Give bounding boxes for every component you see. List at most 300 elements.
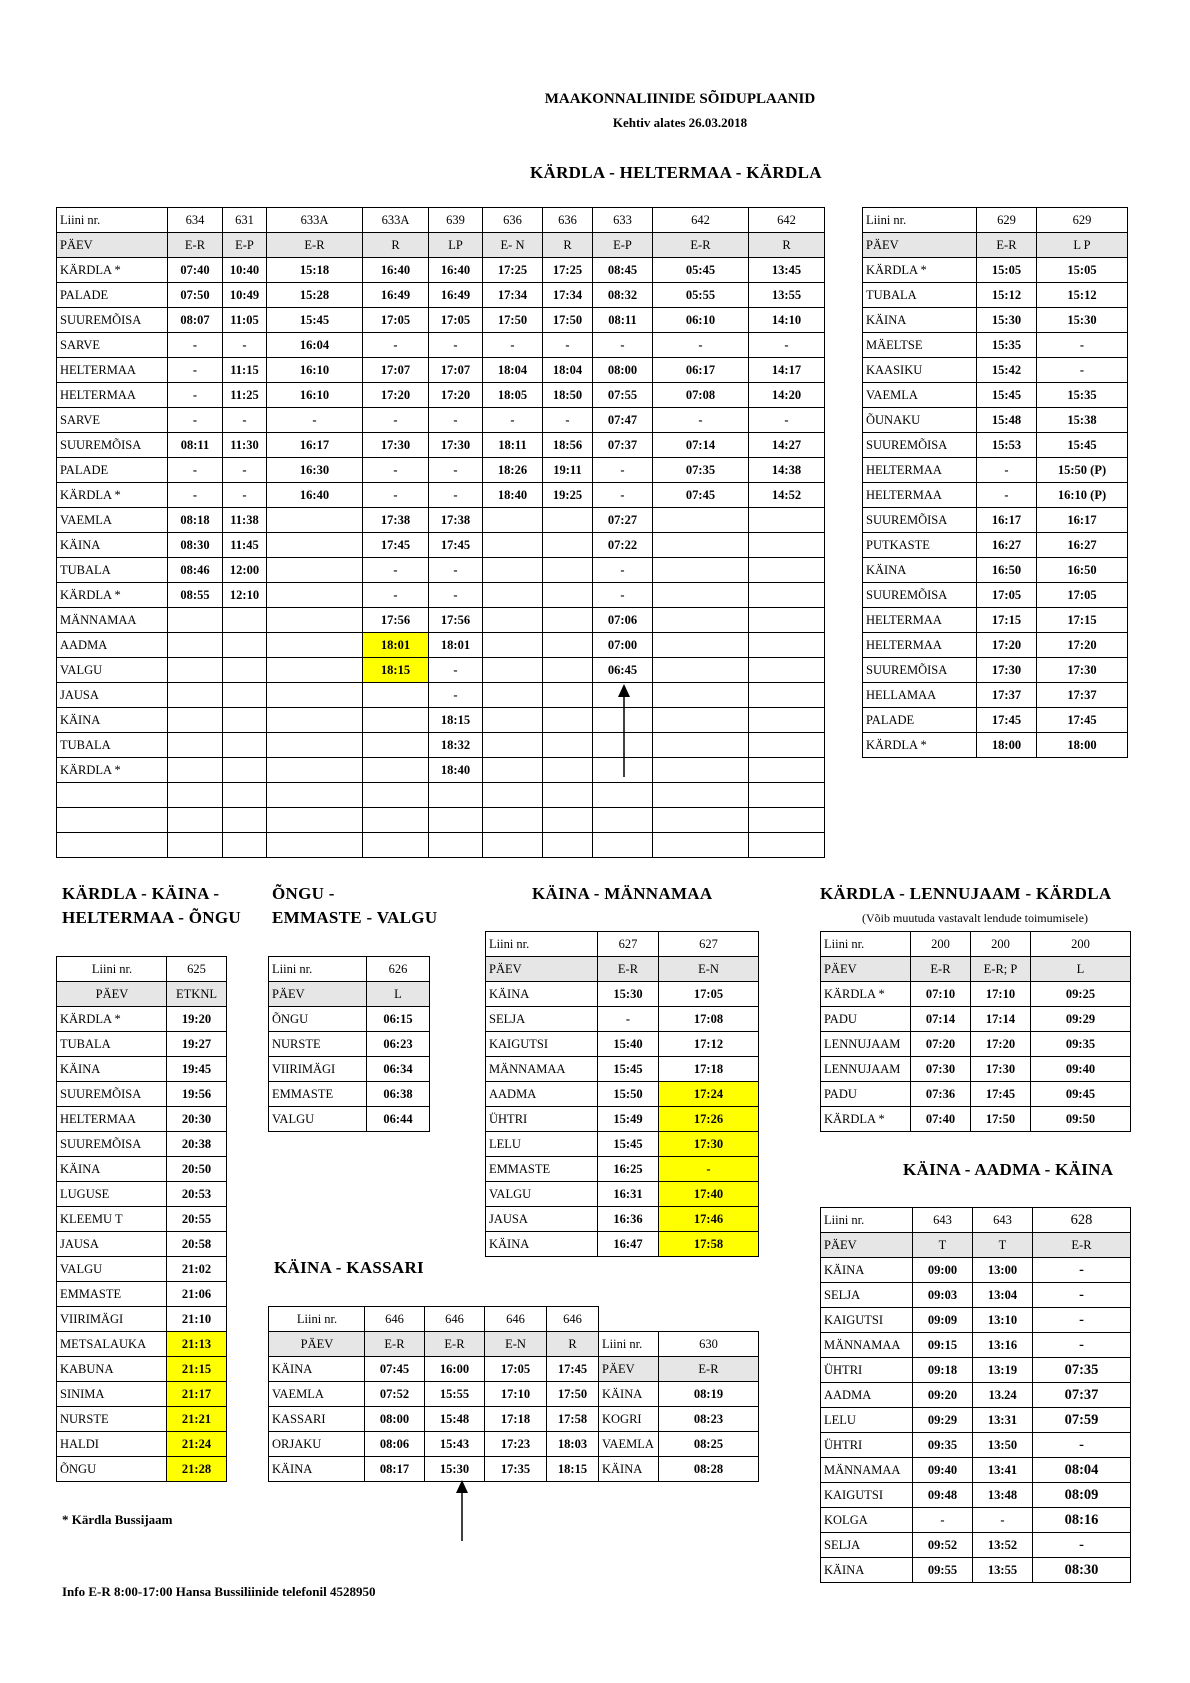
time-cell: 13:31 (973, 1408, 1033, 1433)
time-cell: 17:25 (483, 258, 543, 283)
time-cell: 18:01 (363, 633, 429, 658)
stop-name-cell: KÄRDLA * (821, 1107, 911, 1132)
table-row (57, 982, 227, 1007)
time-cell: 17:45 (547, 1357, 599, 1382)
time-cell: E-P (593, 233, 653, 258)
time-cell: - (653, 333, 749, 358)
stop-name-cell: PÄEV (269, 982, 367, 1007)
stop-name-cell: MÄNNAMAA (821, 1458, 913, 1483)
stop-name-cell: EMMASTE (486, 1157, 598, 1182)
stop-name-cell: HELTERMAA (863, 483, 977, 508)
table-row (486, 1107, 759, 1132)
time-cell: 646 (365, 1307, 425, 1332)
time-cell: - (429, 558, 483, 583)
time-cell (653, 533, 749, 558)
time-cell: 16:10 (267, 383, 363, 408)
time-cell: 17:20 (1037, 633, 1128, 658)
time-cell: 08:25 (659, 1432, 759, 1457)
time-cell: 08:55 (168, 583, 223, 608)
stop-name-cell: MÄELTSE (863, 333, 977, 358)
time-cell: 17:30 (429, 433, 483, 458)
time-cell: 16:50 (977, 558, 1037, 583)
time-cell: 633A (267, 208, 363, 233)
time-cell (543, 533, 593, 558)
time-cell: 07:27 (593, 508, 653, 533)
table-row (863, 458, 1128, 483)
stop-name-cell: VAEMLA (599, 1432, 659, 1457)
time-cell: - (973, 1508, 1033, 1533)
time-cell: E-P (223, 233, 267, 258)
time-cell: 15:45 (598, 1132, 659, 1157)
time-cell: 17:07 (429, 358, 483, 383)
time-cell (653, 733, 749, 758)
table-row (863, 708, 1128, 733)
time-cell: 633A (363, 208, 429, 233)
time-cell (749, 833, 825, 858)
time-cell (653, 758, 749, 783)
table-row (486, 982, 759, 1007)
time-cell: 17:50 (543, 308, 593, 333)
time-cell: R (363, 233, 429, 258)
time-cell: 16:30 (267, 458, 363, 483)
time-cell (543, 808, 593, 833)
stop-name-cell: VAEMLA (269, 1382, 365, 1407)
time-cell: 16:04 (267, 333, 363, 358)
stop-name-cell: TUBALA (57, 733, 168, 758)
time-cell: 15:43 (425, 1432, 485, 1457)
time-cell: 16:40 (429, 258, 483, 283)
stop-name-cell: PÄEV (269, 1332, 365, 1357)
table-row (821, 1433, 1131, 1458)
time-cell (223, 708, 267, 733)
time-cell: 16:10 (267, 358, 363, 383)
time-cell: 07:36 (911, 1082, 971, 1107)
time-cell: 15:38 (1037, 408, 1128, 433)
table-row (57, 1232, 227, 1257)
table-row (599, 1382, 759, 1407)
time-cell: 18:04 (543, 358, 593, 383)
stop-name-cell: HELTERMAA (57, 358, 168, 383)
time-cell: 17:05 (977, 583, 1037, 608)
time-cell: 20:53 (167, 1182, 227, 1207)
time-cell: 642 (749, 208, 825, 233)
time-cell: 06:17 (653, 358, 749, 383)
stop-name-cell: KÄRDLA * (57, 483, 168, 508)
stop-name-cell: Liini nr. (821, 932, 911, 957)
time-cell: 17:45 (429, 533, 483, 558)
time-cell: 17:18 (485, 1407, 547, 1432)
time-cell: 16:40 (267, 483, 363, 508)
time-cell: 08:32 (593, 283, 653, 308)
time-cell: 18:15 (429, 708, 483, 733)
time-cell: 07:20 (911, 1032, 971, 1057)
time-cell: 07:35 (653, 458, 749, 483)
time-cell: 17:05 (485, 1357, 547, 1382)
time-cell: 14:52 (749, 483, 825, 508)
time-cell: 15:45 (1037, 433, 1128, 458)
stop-name-cell: Liini nr. (821, 1208, 913, 1233)
time-cell: 630 (659, 1332, 759, 1357)
stop-name-cell: SARVE (57, 408, 168, 433)
time-cell: 09:48 (913, 1483, 973, 1508)
table-row (863, 558, 1128, 583)
time-cell (168, 783, 223, 808)
stop-name-cell: PALADE (57, 458, 168, 483)
footnote-info: Info E-R 8:00-17:00 Hansa Bussiliinide telefonil 4528950 (62, 1584, 376, 1599)
time-cell: E-R (653, 233, 749, 258)
time-cell: 19:25 (543, 483, 593, 508)
time-cell: 09:50 (1031, 1107, 1131, 1132)
time-cell: E- N (483, 233, 543, 258)
time-cell: 15:05 (1037, 258, 1128, 283)
time-cell: 05:45 (653, 258, 749, 283)
time-cell: 626 (367, 957, 430, 982)
time-cell: 16:50 (1037, 558, 1128, 583)
time-cell (223, 808, 267, 833)
time-cell (483, 533, 543, 558)
stop-name-cell: KÄRDLA * (863, 733, 977, 758)
table-row (269, 1457, 599, 1482)
table-row (821, 932, 1131, 957)
stop-name-cell: PÄEV (57, 233, 168, 258)
time-cell: 628 (1033, 1208, 1131, 1233)
table-row (57, 1007, 227, 1032)
table-row (821, 1057, 1131, 1082)
table-row (57, 608, 825, 633)
time-cell (653, 608, 749, 633)
time-cell: 17:05 (1037, 583, 1128, 608)
table-row (599, 1357, 759, 1382)
time-cell: 16:10 (P) (1037, 483, 1128, 508)
stop-name-cell: Liini nr. (486, 932, 598, 957)
section-ongu-subtitle: EMMASTE - VALGU (272, 908, 438, 927)
table-row (863, 583, 1128, 608)
time-cell: 13:55 (749, 283, 825, 308)
time-cell: 09:20 (913, 1383, 973, 1408)
time-cell: 15:05 (977, 258, 1037, 283)
time-cell: - (598, 1007, 659, 1032)
table-row (57, 633, 825, 658)
time-cell: 17:23 (485, 1432, 547, 1457)
time-cell (483, 733, 543, 758)
time-cell (483, 758, 543, 783)
table-row (57, 333, 825, 358)
time-cell: 07:47 (593, 408, 653, 433)
time-cell: 16:31 (598, 1182, 659, 1207)
stop-name-cell: SUUREMÕISA (863, 433, 977, 458)
time-cell: 646 (485, 1307, 547, 1332)
time-cell (653, 683, 749, 708)
time-cell: 17:38 (363, 508, 429, 533)
stop-name-cell: PADU (821, 1082, 911, 1107)
table-row (57, 1457, 227, 1482)
stop-name-cell: VALGU (486, 1182, 598, 1207)
time-cell: - (659, 1157, 759, 1182)
section-lennujaam-title: KÄRDLA - LENNUJAAM - KÄRDLA (820, 884, 1112, 903)
stop-name-cell: KÄINA (599, 1457, 659, 1482)
time-cell (483, 608, 543, 633)
table-row (821, 1082, 1131, 1107)
time-cell: - (1037, 358, 1128, 383)
time-cell (749, 508, 825, 533)
time-cell: 07:45 (653, 483, 749, 508)
stop-name-cell: AADMA (486, 1082, 598, 1107)
time-cell: 16:27 (977, 533, 1037, 558)
time-cell: 09:00 (913, 1258, 973, 1283)
stop-name-cell: JAUSA (486, 1207, 598, 1232)
time-cell (267, 808, 363, 833)
time-cell: - (483, 333, 543, 358)
time-cell: E-R (267, 233, 363, 258)
time-cell (653, 808, 749, 833)
time-cell: 21:15 (167, 1357, 227, 1382)
stop-name-cell: AADMA (57, 633, 168, 658)
time-cell: - (653, 408, 749, 433)
stop-name-cell: KABUNA (57, 1357, 167, 1382)
time-cell: 17:05 (429, 308, 483, 333)
time-cell: 17:20 (429, 383, 483, 408)
table-row (57, 1282, 227, 1307)
stop-name-cell: ÕNGU (57, 1457, 167, 1482)
stop-name-cell: KÄINA (863, 308, 977, 333)
time-cell (543, 608, 593, 633)
table-row (821, 1458, 1131, 1483)
time-cell: - (223, 333, 267, 358)
stop-name-cell: SELJA (486, 1007, 598, 1032)
time-cell: E-N (485, 1332, 547, 1357)
time-cell: 15:48 (425, 1407, 485, 1432)
time-cell: 07:08 (653, 383, 749, 408)
section-kardla-kaina-title: KÄRDLA - KÄINA - (62, 884, 220, 903)
time-cell (483, 658, 543, 683)
time-cell: - (168, 358, 223, 383)
time-cell: 17:34 (483, 283, 543, 308)
time-cell (593, 833, 653, 858)
table-row (863, 233, 1128, 258)
stop-name-cell: SUUREMÕISA (57, 1082, 167, 1107)
time-cell: - (363, 583, 429, 608)
time-cell: 15:45 (977, 383, 1037, 408)
time-cell (543, 658, 593, 683)
stop-name-cell: SELJA (821, 1533, 913, 1558)
stop-name-cell: Liini nr. (269, 1307, 365, 1332)
table-row (57, 1257, 227, 1282)
time-cell: 06:10 (653, 308, 749, 333)
time-cell: - (593, 583, 653, 608)
time-cell: 07:55 (593, 383, 653, 408)
stop-name-cell: KÄRDLA * (57, 583, 168, 608)
time-cell: 07:37 (593, 433, 653, 458)
table-row (863, 533, 1128, 558)
stop-name-cell: LUGUSE (57, 1182, 167, 1207)
time-cell: 17:45 (977, 708, 1037, 733)
table-row (863, 258, 1128, 283)
time-cell: 08:30 (168, 533, 223, 558)
time-cell: - (1033, 1533, 1131, 1558)
time-cell: - (749, 333, 825, 358)
time-cell: 17:34 (543, 283, 593, 308)
time-cell: 17:56 (429, 608, 483, 633)
stop-name-cell: PÄEV (821, 1233, 913, 1258)
stop-name-cell: VALGU (269, 1107, 367, 1132)
time-cell: E-R (365, 1332, 425, 1357)
time-cell (653, 508, 749, 533)
time-cell: 19:45 (167, 1057, 227, 1082)
time-cell: - (977, 483, 1037, 508)
time-cell: 11:25 (223, 383, 267, 408)
time-cell: 07:40 (911, 1107, 971, 1132)
time-cell: 642 (653, 208, 749, 233)
table-row (863, 358, 1128, 383)
stop-name-cell: MÄNNAMAA (57, 608, 168, 633)
time-cell: 17:30 (977, 658, 1037, 683)
time-cell: 627 (659, 932, 759, 957)
time-cell: 19:56 (167, 1082, 227, 1107)
table-row (821, 1283, 1131, 1308)
time-cell: 17:24 (659, 1082, 759, 1107)
stop-name-cell: TUBALA (863, 283, 977, 308)
time-cell: 08:16 (1033, 1508, 1131, 1533)
time-cell: 17:30 (1037, 658, 1128, 683)
time-cell: 15:45 (267, 308, 363, 333)
table-row (599, 1432, 759, 1457)
time-cell: - (168, 483, 223, 508)
time-cell: 09:52 (913, 1533, 973, 1558)
time-cell: 18:15 (363, 658, 429, 683)
stop-name-cell: LELU (821, 1408, 913, 1433)
time-cell: 15:30 (598, 982, 659, 1007)
time-cell: - (168, 458, 223, 483)
stop-name-cell: KÄINA (821, 1258, 913, 1283)
time-cell: 12:00 (223, 558, 267, 583)
stop-name-cell: HELTERMAA (863, 633, 977, 658)
time-cell: 07:10 (911, 982, 971, 1007)
time-cell: 08:46 (168, 558, 223, 583)
time-cell: 200 (911, 932, 971, 957)
time-cell: - (168, 408, 223, 433)
time-cell: R (543, 233, 593, 258)
stop-name-cell: METSALAUKA (57, 1332, 167, 1357)
stop-name-cell: SARVE (57, 333, 168, 358)
time-cell: 07:52 (365, 1382, 425, 1407)
stop-name-cell: KÄINA (599, 1382, 659, 1407)
time-cell: 17:05 (659, 982, 759, 1007)
table-row (269, 1357, 599, 1382)
time-cell (168, 808, 223, 833)
time-cell: 11:05 (223, 308, 267, 333)
time-cell: - (223, 408, 267, 433)
time-cell (363, 758, 429, 783)
table-row (821, 982, 1131, 1007)
time-cell: 08:06 (365, 1432, 425, 1457)
table-row (57, 208, 825, 233)
table-row (821, 1032, 1131, 1057)
time-cell: - (1037, 333, 1128, 358)
time-cell (749, 683, 825, 708)
time-cell: 629 (1037, 208, 1128, 233)
time-cell: 18:00 (977, 733, 1037, 758)
time-cell: 08:11 (168, 433, 223, 458)
time-cell (223, 633, 267, 658)
time-cell: 634 (168, 208, 223, 233)
table-row (599, 1407, 759, 1432)
stop-name-cell: JAUSA (57, 1232, 167, 1257)
time-cell: E-R (598, 957, 659, 982)
time-cell: 07:14 (911, 1007, 971, 1032)
time-cell: 18:26 (483, 458, 543, 483)
time-cell: 17:20 (977, 633, 1037, 658)
table-row (821, 1333, 1131, 1358)
time-cell (267, 758, 363, 783)
table-row (821, 957, 1131, 982)
time-cell: 18:50 (543, 383, 593, 408)
table-row (821, 1508, 1131, 1533)
time-cell: 15:50 (598, 1082, 659, 1107)
time-cell: 17:05 (363, 308, 429, 333)
table-line-629 (862, 207, 1128, 758)
time-cell: - (1033, 1333, 1131, 1358)
time-cell: 08:19 (659, 1382, 759, 1407)
table-row (57, 1432, 227, 1457)
time-cell: 13:00 (973, 1258, 1033, 1283)
time-cell: 17:30 (659, 1132, 759, 1157)
stop-name-cell: Liini nr. (57, 957, 167, 982)
table-row (863, 733, 1128, 758)
time-cell: L (1031, 957, 1131, 982)
time-cell: 15:55 (425, 1382, 485, 1407)
arrow-up-icon (614, 684, 634, 779)
time-cell: - (363, 333, 429, 358)
time-cell: 20:55 (167, 1207, 227, 1232)
time-cell: 09:29 (913, 1408, 973, 1433)
stop-name-cell: KÄINA (269, 1357, 365, 1382)
table-row (269, 1107, 430, 1132)
time-cell: 15:28 (267, 283, 363, 308)
time-cell: 14:17 (749, 358, 825, 383)
time-cell: 15:42 (977, 358, 1037, 383)
time-cell: - (1033, 1283, 1131, 1308)
table-row (863, 683, 1128, 708)
time-cell: 17:26 (659, 1107, 759, 1132)
time-cell (363, 733, 429, 758)
time-cell: 13:48 (973, 1483, 1033, 1508)
stop-name-cell: HALDI (57, 1432, 167, 1457)
stop-name-cell: AADMA (821, 1383, 913, 1408)
time-cell: 20:38 (167, 1132, 227, 1157)
table-row (57, 583, 825, 608)
time-cell: 200 (971, 932, 1031, 957)
time-cell: E-R (168, 233, 223, 258)
time-cell: 17:38 (429, 508, 483, 533)
time-cell: 16:17 (977, 508, 1037, 533)
time-cell: - (429, 458, 483, 483)
time-cell: E-R (425, 1332, 485, 1357)
table-row (821, 1107, 1131, 1132)
time-cell: 18:01 (429, 633, 483, 658)
time-cell: 15:12 (1037, 283, 1128, 308)
table-row (57, 533, 825, 558)
time-cell: 08:45 (593, 258, 653, 283)
time-cell: - (429, 658, 483, 683)
table-row (57, 1057, 227, 1082)
time-cell: - (543, 408, 593, 433)
time-cell (223, 658, 267, 683)
time-cell: - (223, 483, 267, 508)
table-row (486, 1132, 759, 1157)
time-cell (483, 833, 543, 858)
time-cell: 18:32 (429, 733, 483, 758)
time-cell: 16:40 (363, 258, 429, 283)
